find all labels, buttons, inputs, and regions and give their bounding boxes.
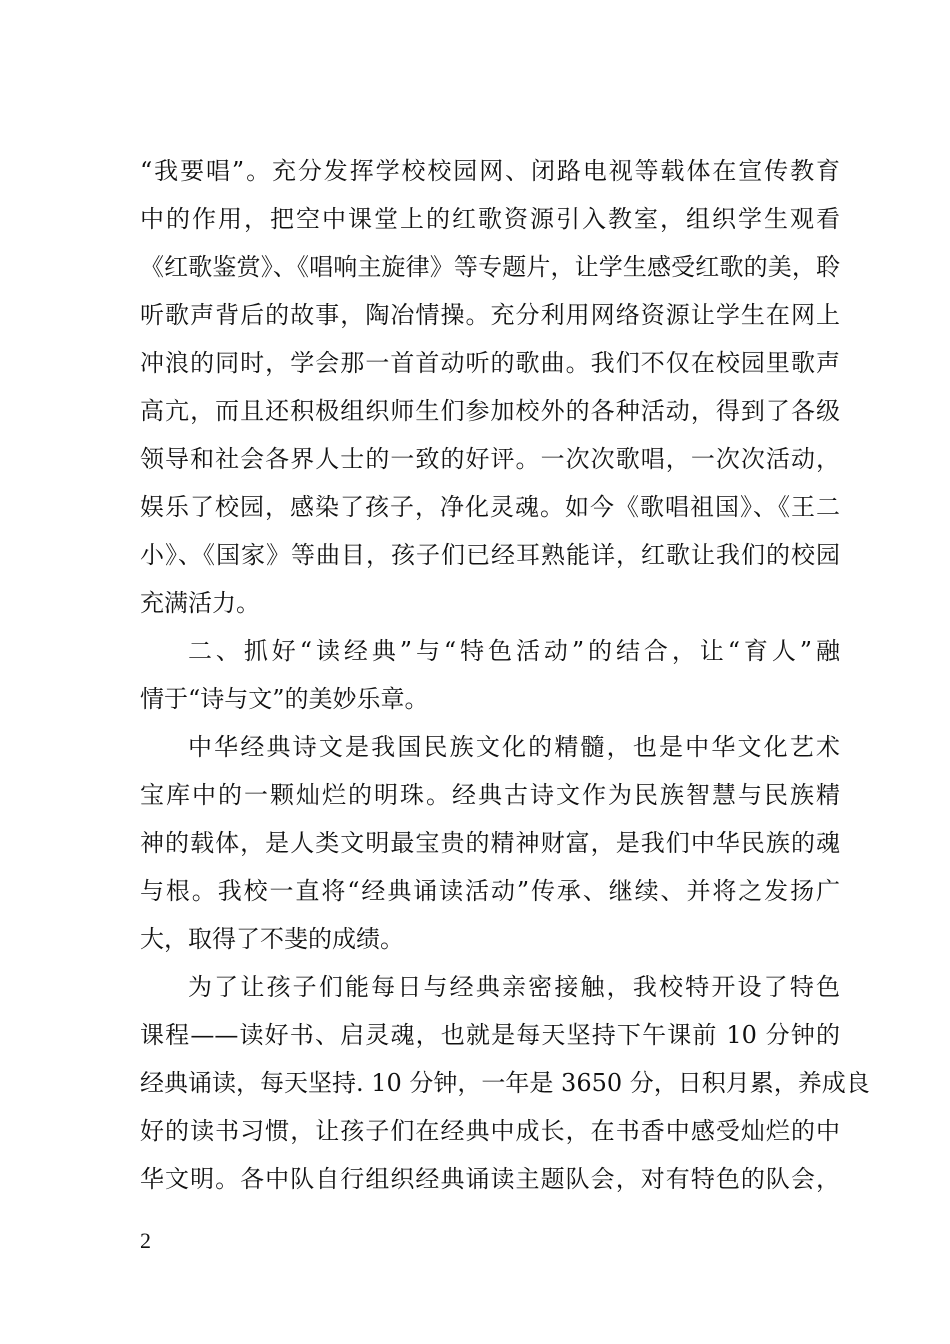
text-line: 课程——读好书、启灵魂，也就是每天坚持下午课前 10 分钟的 — [140, 1021, 840, 1049]
text-line: 高亢，而且还积极组织师生们参加校外的各种活动，得到了各级 — [140, 397, 840, 425]
text-line: 领导和社会各界人士的一致的好评。一次次歌唱，一次次活动， — [140, 445, 840, 473]
text-line: 听歌声背后的故事，陶冶情操。充分利用网络资源让学生在网上 — [140, 301, 840, 329]
text-line: 中华经典诗文是我国民族文化的精髓，也是中华文化艺术 — [188, 733, 840, 761]
text-line: 《红歌鉴赏》、《唱响主旋律》等专题片，让学生感受红歌的美，聆 — [140, 253, 840, 281]
text-line: 中的作用，把空中课堂上的红歌资源引入教室，组织学生观看 — [140, 205, 840, 233]
text-line: “我要唱”。充分发挥学校校园网、闭路电视等载体在宣传教育 — [140, 157, 840, 185]
text-line: 为了让孩子们能每日与经典亲密接触，我校特开设了特色 — [188, 973, 840, 1001]
paragraph-daily-reading — [140, 963, 870, 1203]
page-number: 2 — [140, 1228, 151, 1253]
text-line: 娱乐了校园，感染了孩子，净化灵魂。如今《歌唱祖国》、《王二 — [140, 493, 840, 521]
text-line: 神的载体，是人类文明最宝贵的精神财富，是我们中华民族的魂 — [140, 829, 840, 857]
text-line: 情于“诗与文”的美妙乐章。 — [140, 685, 429, 713]
text-line: 经典诵读，每天坚持. 10 分钟，一年是 3650 分，日积月累，养成良 — [140, 1069, 870, 1097]
text-line: 小》、《国家》等曲目，孩子们已经耳熟能详，红歌让我们的校园 — [140, 541, 840, 569]
text-line: 大，取得了不斐的成绩。 — [140, 925, 404, 953]
paragraph-red-songs — [140, 147, 840, 627]
paragraph-classic-poetry — [140, 723, 840, 963]
text-line: 与根。我校一直将“经典诵读活动”传承、继续、并将之发扬广 — [140, 877, 840, 905]
text-line: 好的读书习惯，让孩子们在经典中成长，在书香中感受灿烂的中 — [140, 1117, 840, 1145]
text-line: 宝库中的一颗灿烂的明珠。经典古诗文作为民族智慧与民族精 — [140, 781, 840, 809]
section-heading-classics — [140, 627, 840, 723]
text-line: 华文明。各中队自行组织经典诵读主题队会，对有特色的队会， — [140, 1165, 840, 1193]
text-line: 二、抓好“读经典”与“特色活动”的结合，让“育人”融 — [188, 637, 840, 665]
body-text — [140, 147, 870, 1203]
text-line: 冲浪的同时，学会那一首首动听的歌曲。我们不仅在校园里歌声 — [140, 349, 840, 377]
text-line: 充满活力。 — [140, 589, 260, 617]
